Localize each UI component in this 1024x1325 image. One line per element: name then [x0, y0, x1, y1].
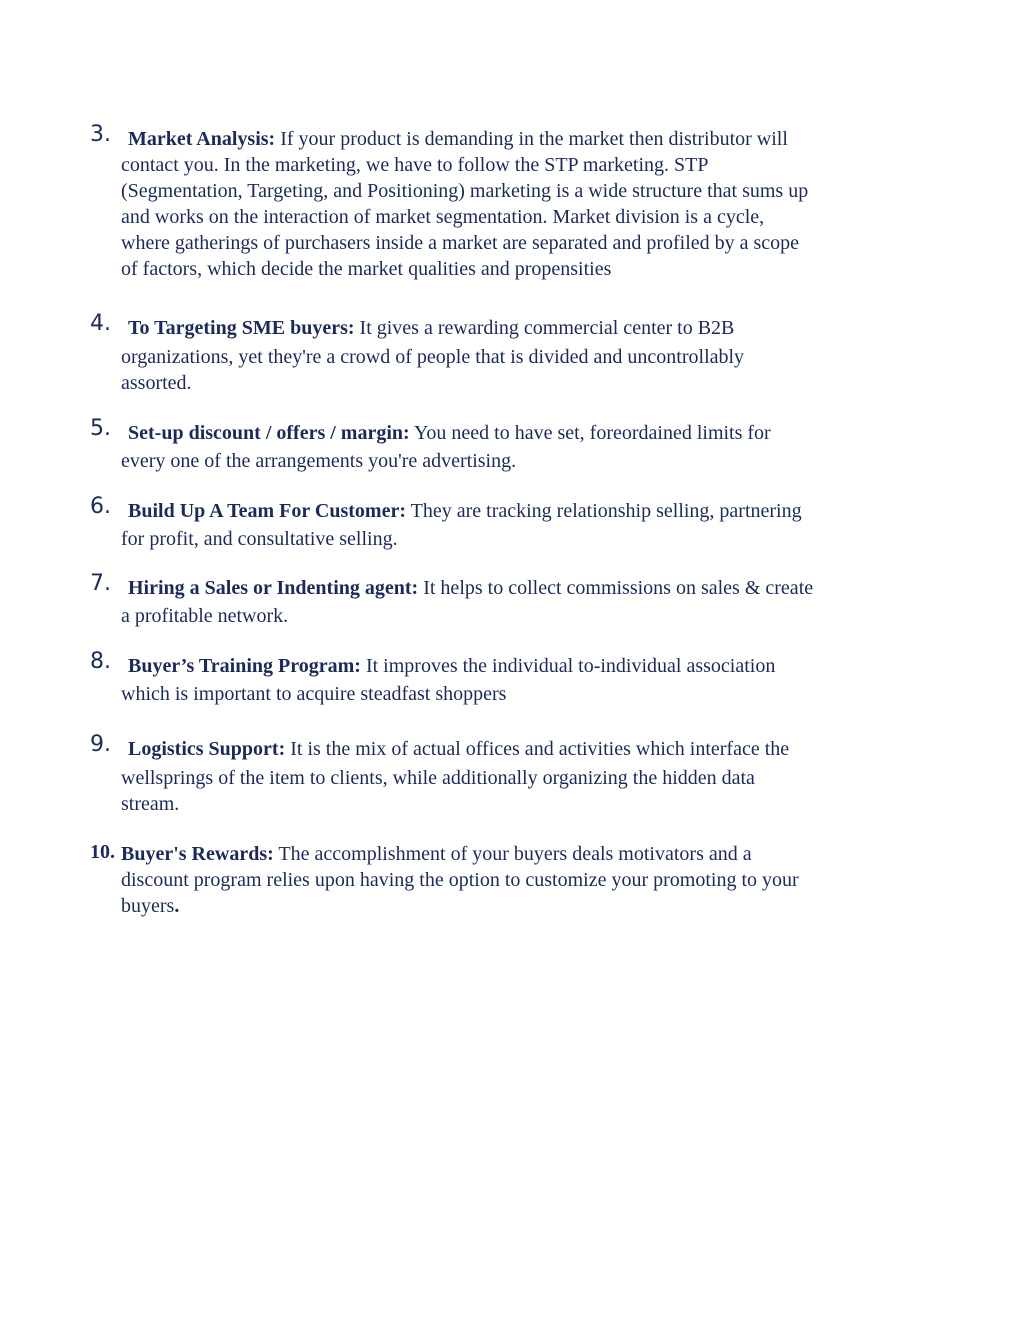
list-item-text: discount program relies upon having the option to customize your promoting to your [121, 869, 799, 891]
list-item-text: organizations, yet they're a crowd of people that is divided and uncontrollably [121, 346, 745, 368]
list-item-targeting-sme-buyers [90, 311, 911, 396]
list-item-text: which is important to acquire steadfast shoppers [121, 683, 507, 705]
list-number: 10. [90, 841, 115, 863]
list-item-buyers-rewards [90, 841, 911, 919]
list-item-text: where gatherings of purchasers inside a market are separated and profiled by a scope [121, 232, 800, 254]
list-item-text: contact you. In the marketing, we have to follow the STP marketing. STP [121, 154, 709, 176]
list-item-term: Build Up A Team For Customer: [128, 500, 406, 522]
list-item-term: Market Analysis: [128, 128, 276, 150]
list-item-trailing-period: . [174, 895, 180, 917]
list-item-text: of factors, which decide the market qualities and propensities [121, 258, 612, 280]
list-number: 9. [90, 732, 111, 757]
list-number: 4. [90, 311, 111, 336]
list-item-text: for profit, and consultative selling. [121, 528, 398, 550]
list-item-training-program [90, 649, 911, 707]
list-item-term: To Targeting SME buyers: [128, 317, 355, 339]
list-number: 5. [90, 416, 111, 441]
list-item-market-analysis [90, 122, 911, 282]
list-item-text: It gives a rewarding commercial center to B2B [359, 317, 735, 339]
list-item-term: Hiring a Sales or Indenting agent: [128, 577, 419, 599]
list-item-build-up-team [90, 494, 911, 552]
list-item-text: It improves the individual to-individual association [365, 655, 776, 677]
list-item-text: The accomplishment of your buyers deals motivators and a [278, 843, 752, 865]
list-item-text: You need to have set, foreordained limits for [413, 422, 771, 444]
list-item-text: It is the mix of actual offices and activities which interface the [290, 738, 790, 760]
list-item-text: a profitable network. [121, 605, 289, 627]
list-item-text: wellsprings of the item to clients, while additionally organizing the hidden data [121, 767, 755, 789]
list-item-term: Logistics Support: [128, 738, 286, 760]
list-number: 7. [90, 571, 111, 596]
list-item-term: Buyer's Rewards: [121, 843, 274, 865]
list-item-setup-discount [90, 416, 911, 474]
list-item-term: Set-up discount / offers / margin: [128, 422, 410, 444]
list-item-text: It helps to collect commissions on sales & create [423, 577, 814, 599]
list-number: 8. [90, 649, 111, 674]
list-item-text: (Segmentation, Targeting, and Positioning) marketing is a wide structure that sums up [121, 180, 809, 202]
list-item-text: If your product is demanding in the market then distributor will [280, 128, 788, 150]
list-item-text: buyers [121, 895, 175, 917]
list-number: 3. [90, 122, 111, 147]
list-item-text: every one of the arrangements you're advertising. [121, 450, 517, 472]
list-item-logistics-support [90, 732, 911, 817]
list-number: 6. [90, 494, 111, 519]
list-item-term: Buyer’s Training Program: [128, 655, 361, 677]
list-item-text: They are tracking relationship selling, partnering [410, 500, 802, 522]
list-item-text: stream. [121, 793, 180, 815]
list-item-text: assorted. [121, 372, 192, 394]
list-item-hiring-agent [90, 571, 911, 629]
list-item-text: and works on the interaction of market segmentation. Market division is a cycle, [121, 206, 765, 228]
